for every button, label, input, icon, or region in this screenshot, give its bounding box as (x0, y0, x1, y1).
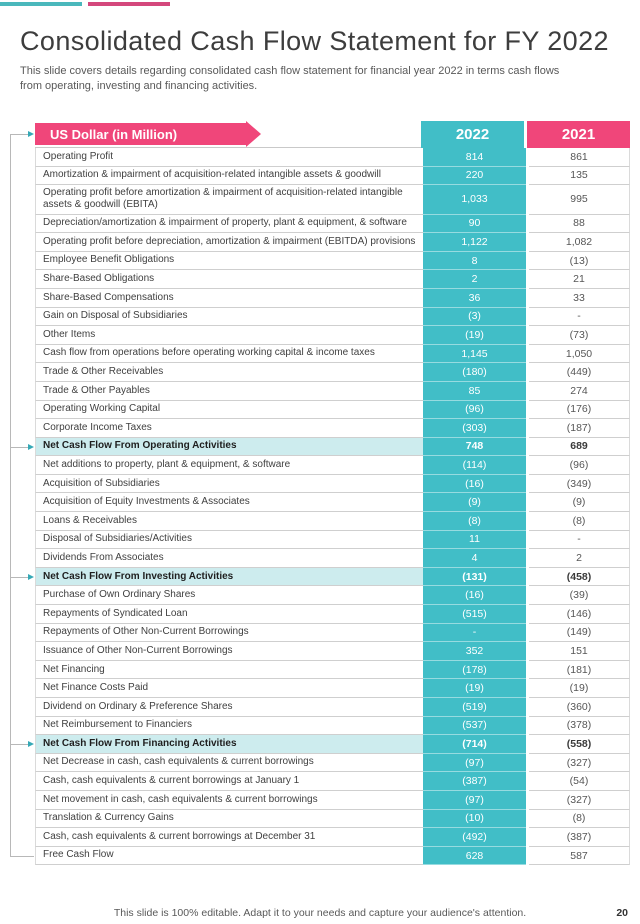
table-title-banner (35, 123, 246, 145)
page-number: 20 (616, 907, 628, 919)
bracket-line (10, 447, 29, 448)
value-2021: (327) (529, 791, 630, 810)
bracket-arrow-icon (28, 444, 34, 450)
value-2022: (96) (423, 401, 526, 420)
value-2021: (187) (529, 419, 630, 438)
value-2021: (9) (529, 493, 630, 512)
row-label: Net Cash Flow From Investing Activities (35, 568, 423, 587)
table-row (35, 419, 630, 438)
table-row (35, 698, 630, 717)
value-2022: (16) (423, 586, 526, 605)
row-label: Dividend on Ordinary & Preference Shares (35, 698, 423, 717)
table-row (35, 148, 630, 167)
value-2021: (8) (529, 810, 630, 829)
top-accent-bar-teal (0, 2, 82, 6)
row-label: Corporate Income Taxes (35, 419, 423, 438)
bracket-line (10, 856, 34, 857)
value-2022: (97) (423, 754, 526, 773)
row-label: Trade & Other Payables (35, 382, 423, 401)
table-row (35, 493, 630, 512)
table-row (35, 456, 630, 475)
cash-flow-table (35, 121, 630, 865)
bracket-arrow-icon (28, 574, 34, 580)
table-row (35, 475, 630, 494)
row-label: Repayments of Other Non-Current Borrowings (35, 624, 423, 643)
value-2022: 748 (423, 438, 526, 457)
value-2022: 1,145 (423, 345, 526, 364)
value-2021: (19) (529, 679, 630, 698)
table-row (35, 791, 630, 810)
table-row (35, 363, 630, 382)
row-label: Purchase of Own Ordinary Shares (35, 586, 423, 605)
row-label: Acquisition of Equity Investments & Associates (35, 493, 423, 512)
row-label: Operating profit before depreciation, amortization & impairment (EBITDA) provisions (35, 233, 423, 252)
table-row (35, 605, 630, 624)
value-2021: (558) (529, 735, 630, 754)
table-header-row (35, 121, 630, 148)
table-row (35, 345, 630, 364)
row-label: Gain on Disposal of Subsidiaries (35, 308, 423, 327)
table-row (35, 215, 630, 234)
value-2022: 90 (423, 215, 526, 234)
value-2021: 151 (529, 642, 630, 661)
value-2022: (714) (423, 735, 526, 754)
value-2021: (149) (529, 624, 630, 643)
value-2021: (73) (529, 326, 630, 345)
value-2022: (16) (423, 475, 526, 494)
row-label: Net additions to property, plant & equipment, & software (35, 456, 423, 475)
value-2021: (39) (529, 586, 630, 605)
table-row (35, 289, 630, 308)
table-row (35, 679, 630, 698)
row-label: Issuance of Other Non-Current Borrowings (35, 642, 423, 661)
bracket-line (10, 134, 29, 135)
value-2021: 1,082 (529, 233, 630, 252)
row-label: Free Cash Flow (35, 847, 423, 866)
table-row (35, 847, 630, 866)
table-row (35, 252, 630, 271)
table-row (35, 185, 630, 214)
value-2022: (492) (423, 828, 526, 847)
value-2021: (387) (529, 828, 630, 847)
value-2022: (3) (423, 308, 526, 327)
row-label: Share-Based Compensations (35, 289, 423, 308)
slide-subtitle: This slide covers details regarding consolidated cash flow statement for financial year 2022 in terms cash flows from operating, investing and financing activities. (20, 65, 560, 92)
value-2021: 995 (529, 185, 630, 214)
table-row (35, 828, 630, 847)
value-2021: (327) (529, 754, 630, 773)
row-label: Loans & Receivables (35, 512, 423, 531)
table-body (35, 148, 630, 865)
table-row (35, 717, 630, 736)
table-row (35, 438, 630, 457)
row-label: Net movement in cash, cash equivalents & current borrowings (35, 791, 423, 810)
bracket-arrow-icon (28, 131, 34, 137)
table-row (35, 568, 630, 587)
value-2021: (349) (529, 475, 630, 494)
value-2022: 2 (423, 270, 526, 289)
value-2022: (19) (423, 326, 526, 345)
value-2022: 1,033 (423, 185, 526, 214)
value-2021: (54) (529, 772, 630, 791)
value-2021: (181) (529, 661, 630, 680)
value-2021: (458) (529, 568, 630, 587)
value-2022: (10) (423, 810, 526, 829)
row-label: Net Cash Flow From Financing Activities (35, 735, 423, 754)
value-2022: 1,122 (423, 233, 526, 252)
table-row (35, 401, 630, 420)
value-2022: (180) (423, 363, 526, 382)
row-label: Employee Benefit Obligations (35, 252, 423, 271)
table-row (35, 308, 630, 327)
value-2022: 36 (423, 289, 526, 308)
value-2021: (378) (529, 717, 630, 736)
table-row (35, 810, 630, 829)
bracket-spine (10, 134, 11, 856)
table-title-label: US Dollar (in Million) (50, 126, 178, 142)
row-label: Repayments of Syndicated Loan (35, 605, 423, 624)
value-2021: (449) (529, 363, 630, 382)
value-2021: 2 (529, 549, 630, 568)
value-2021: (176) (529, 401, 630, 420)
value-2021: (13) (529, 252, 630, 271)
table-row (35, 512, 630, 531)
value-2022: 85 (423, 382, 526, 401)
value-2021: - (529, 531, 630, 550)
top-accent-bar-pink (88, 2, 170, 6)
banner-arrow-tip-icon (246, 121, 261, 147)
value-2022: (19) (423, 679, 526, 698)
table-row (35, 735, 630, 754)
value-2022: (537) (423, 717, 526, 736)
table-row (35, 754, 630, 773)
row-label: Operating Working Capital (35, 401, 423, 420)
table-row (35, 549, 630, 568)
value-2022: (8) (423, 512, 526, 531)
value-2021: - (529, 308, 630, 327)
value-2022: (131) (423, 568, 526, 587)
row-label: Net Cash Flow From Operating Activities (35, 438, 423, 457)
table-title-banner-area (35, 121, 421, 148)
value-2022: - (423, 624, 526, 643)
value-2021: 135 (529, 167, 630, 186)
table-row (35, 270, 630, 289)
value-2022: 4 (423, 549, 526, 568)
column-header-2021: 2021 (527, 121, 630, 148)
value-2022: (515) (423, 605, 526, 624)
bracket-line (10, 577, 29, 578)
value-2021: (146) (529, 605, 630, 624)
value-2022: 352 (423, 642, 526, 661)
row-label: Net Finance Costs Paid (35, 679, 423, 698)
row-label: Cash, cash equivalents & current borrowings at December 31 (35, 828, 423, 847)
table-row (35, 531, 630, 550)
value-2021: 861 (529, 148, 630, 167)
table-row (35, 586, 630, 605)
table-row (35, 167, 630, 186)
value-2022: 220 (423, 167, 526, 186)
value-2022: (178) (423, 661, 526, 680)
row-label: Trade & Other Receivables (35, 363, 423, 382)
value-2022: 8 (423, 252, 526, 271)
table-row (35, 326, 630, 345)
column-header-2022: 2022 (421, 121, 524, 148)
value-2022: 628 (423, 847, 526, 866)
value-2022: (519) (423, 698, 526, 717)
bracket-line (10, 744, 29, 745)
value-2021: (360) (529, 698, 630, 717)
row-label: Operating Profit (35, 148, 423, 167)
value-2022: (303) (423, 419, 526, 438)
table-row (35, 661, 630, 680)
value-2021: 33 (529, 289, 630, 308)
value-2022: (9) (423, 493, 526, 512)
value-2021: 88 (529, 215, 630, 234)
row-label: Depreciation/amortization & impairment of property, plant & equipment, & software (35, 215, 423, 234)
row-label: Other Items (35, 326, 423, 345)
value-2021: 689 (529, 438, 630, 457)
value-2021: (8) (529, 512, 630, 531)
value-2021: 274 (529, 382, 630, 401)
row-label: Cash, cash equivalents & current borrowings at January 1 (35, 772, 423, 791)
value-2022: 11 (423, 531, 526, 550)
row-label: Acquisition of Subsidiaries (35, 475, 423, 494)
table-row (35, 624, 630, 643)
row-label: Disposal of Subsidiaries/Activities (35, 531, 423, 550)
row-label: Net Reimbursement to Financiers (35, 717, 423, 736)
row-label: Cash flow from operations before operating working capital & income taxes (35, 345, 423, 364)
footer-note: This slide is 100% editable. Adapt it to your needs and capture your audience's attention. (113, 907, 527, 919)
value-2021: 1,050 (529, 345, 630, 364)
page-title: Consolidated Cash Flow Statement for FY 2022 (20, 26, 609, 56)
table-row (35, 642, 630, 661)
row-label: Share-Based Obligations (35, 270, 423, 289)
row-label: Amortization & impairment of acquisition-related intangible assets & goodwill (35, 167, 423, 186)
value-2022: (387) (423, 772, 526, 791)
row-label: Operating profit before amortization & impairment of acquisition-related intangible assets & goodwill (EBITA) (35, 185, 423, 214)
table-row (35, 772, 630, 791)
row-label: Net Decrease in cash, cash equivalents & current borrowings (35, 754, 423, 773)
table-row (35, 382, 630, 401)
value-2021: 21 (529, 270, 630, 289)
value-2022: (97) (423, 791, 526, 810)
row-label: Net Financing (35, 661, 423, 680)
table-row (35, 233, 630, 252)
bracket-arrow-icon (28, 741, 34, 747)
row-label: Dividends From Associates (35, 549, 423, 568)
value-2022: (114) (423, 456, 526, 475)
value-2022: 814 (423, 148, 526, 167)
value-2021: 587 (529, 847, 630, 866)
value-2021: (96) (529, 456, 630, 475)
row-label: Translation & Currency Gains (35, 810, 423, 829)
